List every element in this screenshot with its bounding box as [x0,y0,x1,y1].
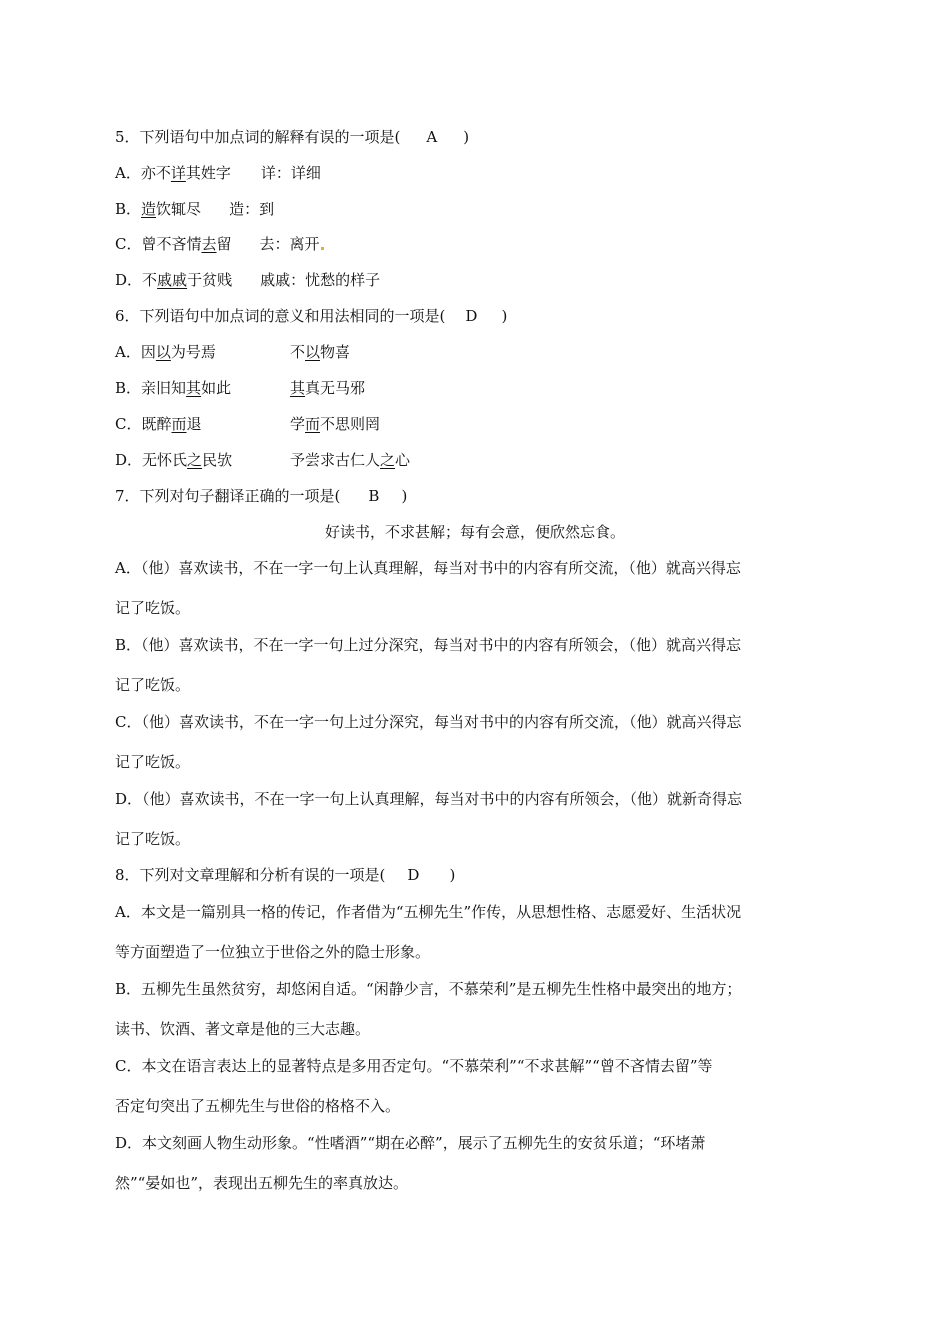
q5-stem-close: ) [463,128,470,146]
q8-option-c-line2: 否定句突出了五柳先生与世俗的格格不入。 [115,1097,401,1115]
q7-option-c-line2: 记了吃饭。 [115,753,191,771]
q5-c-marked-word: 去 [201,235,217,253]
q8-option-d-line2: 然”“晏如也”，表现出五柳先生的率真放达。 [115,1174,409,1192]
q7-option-b-line2: 记了吃饭。 [115,676,191,694]
q8-stem [115,865,455,885]
q6-option-d-right: 予尝求古仁人之心 [290,451,411,469]
q6-option-c-right: 学而不思则罔 [290,415,381,433]
q8-stem-close: ) [449,866,456,884]
q6-stem [115,306,507,326]
q6-stem-text: 6．下列语句中加点词的意义和用法相同的一项是( [115,307,446,325]
q6-option-d: D．无怀氏之民欤 [115,451,233,469]
q7-option-b-line1: B．（他）喜欢读书，不在一字一句上过分深究，每当对书中的内容有所领会，（他）就高兴得忘 [115,636,742,654]
q5-a-gloss: 详：详细 [260,164,321,182]
q7-stem [115,486,407,506]
q8-option-a-line1: A．本文是一篇别具一格的传记，作者借为“五柳先生”作传，从思想性格、志愿爱好、生活状况 [115,903,742,921]
q7-answer: B [368,487,380,505]
q7-option-c-line1: C．（他）喜欢读书，不在一字一句上过分深究，每当对书中的内容有所交流，（他）就高兴得忘 [115,713,742,731]
q6-answer: D [465,307,478,325]
q8-answer: D [407,866,420,884]
q5-d-marked-word: 戚戚 [157,271,188,289]
q8-option-b-line2: 读书、饮酒、著文章是他的三大志趣。 [115,1020,371,1038]
q8-option-c-line1: C．本文在语言表达上的显著特点是多用否定句。“不慕荣利”“不求甚解”“曾不吝情去留”等 [115,1057,713,1075]
q5-option-b: B．造饮辄尽 造：到 [115,200,275,218]
q7-option-d-line1: D．（他）喜欢读书，不在一字一句上认真理解，每当对书中的内容有所领会，（他）就新奇得忘 [115,790,743,808]
q5-stem-text: 5．下列语句中加点词的解释有误的一项是( [115,128,401,146]
q5-b-gloss: 造：到 [229,200,275,218]
q5-d-gloss: 戚戚：忧愁的样子 [260,271,381,289]
q5-c-gloss: 去：离开 [259,235,320,253]
q7-stem-text: 7．下列对句子翻译正确的一项是( [115,487,341,505]
q5-option-d: D．不戚戚于贫贱 戚戚：忧愁的样子 [115,271,381,289]
q5-option-c: C．曾不吝情去留 去：离开 [115,234,324,254]
q7-option-a-line1: A．（他）喜欢读书，不在一字一句上认真理解，每当对书中的内容有所交流，（他）就高兴得忘 [115,559,741,577]
q7-stem-close: ) [401,487,408,505]
q7-option-a-line2: 记了吃饭。 [115,599,191,617]
q8-stem-text: 8．下列对文章理解和分析有误的一项是( [115,866,386,884]
q5-answer: A [426,128,438,146]
q5-a-marked-word: 详 [170,164,186,182]
q7-quote: 好读书，不求甚解；每有会意，便欣然忘食。 [324,523,625,541]
q8-option-a-line2: 等方面塑造了一位独立于世俗之外的隐士形象。 [115,943,431,961]
q6-option-b-right: 其真无马邪 [290,379,366,397]
q5-b-marked-word: 造 [141,200,157,218]
stray-dot-mark [321,247,324,250]
q6-option-b: B．亲旧知其如此 [115,379,232,397]
q6-stem-close: ) [501,307,508,325]
q7-option-d-line2: 记了吃饭。 [115,830,191,848]
q5-stem [115,127,469,147]
q8-option-b-line1: B．五柳先生虽然贫穷，却悠闲自适。“闲静少言，不慕荣利”是五柳先生性格中最突出的地方； [115,980,742,998]
q6-option-a: A．因以为号焉 [115,343,216,361]
q6-option-a-right: 不以物喜 [290,343,351,361]
q5-option-a: A．亦不详其姓字 详：详细 [115,164,321,182]
q6-option-c: C．既醉而退 [115,415,202,433]
q8-option-d-line1: D．本文刻画人物生动形象。“性嗜酒”“期在必醉”，展示了五柳先生的安贫乐道；“环堵萧 [115,1134,706,1152]
